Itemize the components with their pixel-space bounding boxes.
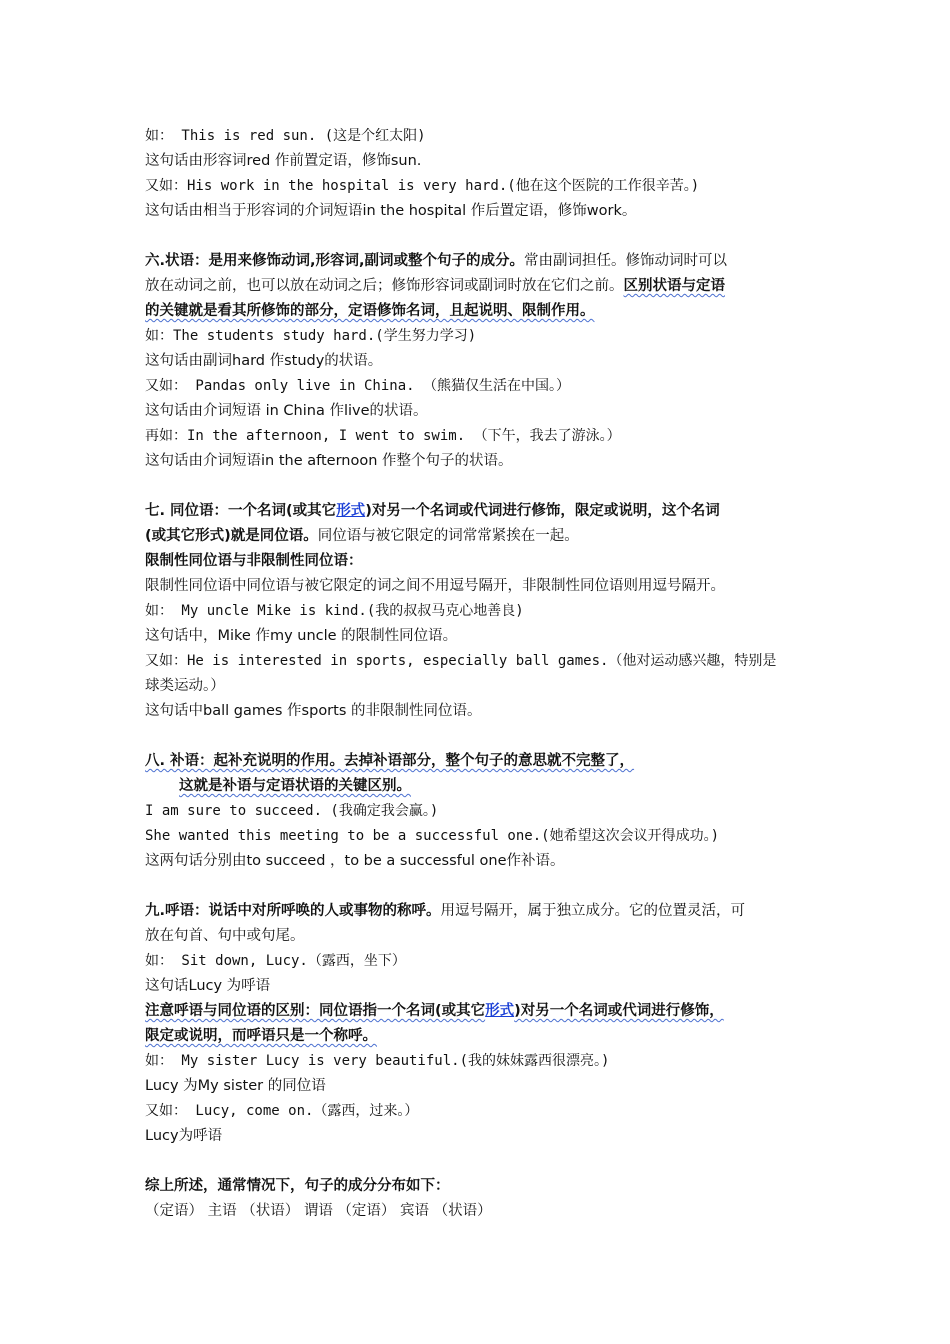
vocative-note-b: )对另一个名词或代词进行修饰， [514, 1003, 724, 1019]
vocative-note-line-2-text: 限定或说明，而呼语只是一个称呼。 [145, 1028, 377, 1044]
adverbial-line-2-text: 放在动词之前，也可以放在动词之后；修饰形容词或副词时放在它们之前。 [145, 278, 624, 294]
summary-line: （定语） 主语 （状语） 谓语 （定语） 宾语 （状语） [145, 1203, 492, 1219]
appositive-example-2: 又如：He is interested in sports, especially ball games.（他对运动感兴趣，特别是 [145, 653, 777, 669]
adverbial-heading [145, 249, 815, 274]
appositive-rule: 限制性同位语中同位语与被它限定的词之间不用逗号隔开，非限制性同位语则用逗号隔开。 [145, 578, 725, 594]
spacer [145, 724, 815, 749]
attributive-example-1-note: 这句话由形容词red 作前置定语，修饰sun. [145, 153, 422, 169]
vocative-form-link[interactable]: 形式 [485, 1003, 515, 1019]
complement-heading-text: 八. 补语：起补充说明的作用。去掉补语部分，整个句子的意思就不完整了， [145, 753, 635, 769]
vocative-note [145, 999, 815, 1024]
adverbial-example-3-note: 这句话由介词短语in the afternoon 作整个句子的状语。 [145, 453, 513, 469]
spacer [145, 874, 815, 899]
adverbial-example-2: 又如： Pandas only live in China. （熊猫仅生活在中国。） [145, 378, 571, 394]
vocative-heading [145, 899, 815, 924]
appositive-subheading: 限制性同位语与非限制性同位语： [145, 553, 363, 569]
adverbial-heading-bold: 六.状语：是用来修饰动词,形容词,副词或整个句子的成分。 [145, 253, 525, 269]
appositive-example-2-cont: 球类运动。） [145, 678, 225, 694]
appositive-example-2-note: 这句话中ball games 作sports 的非限制性同位语。 [145, 703, 482, 719]
vocative-line-2: 放在句首、句中或句尾。 [145, 928, 305, 944]
complement-example-1: I am sure to succeed. (我确定我会赢。) [145, 803, 439, 819]
attributive-example-2: 又如：His work in the hospital is very hard.(他在这个医院的工作很辛苦。) [145, 178, 700, 194]
vocative-example-3: 又如： Lucy, come on.（露西，过来。） [145, 1103, 419, 1119]
attributive-example-2-note: 这句话由相当于形容词的介词短语in the hospital 作后置定语，修饰work。 [145, 203, 637, 219]
summary-heading: 综上所述，通常情况下，句子的成分分布如下： [145, 1178, 450, 1194]
document-body [145, 124, 815, 1224]
vocative-example-2-note: Lucy 为My sister 的同位语 [145, 1078, 326, 1094]
adverbial-example-1-note: 这句话由副词hard 作study的状语。 [145, 353, 383, 369]
adverbial-example-1: 如：The students study hard.(学生努力学习) [145, 328, 477, 344]
appositive-line-2-text: 同位语与被它限定的词常常紧挨在一起。 [317, 528, 579, 544]
complement-heading-2 [145, 774, 815, 799]
complement-heading [145, 749, 815, 774]
vocative-example-3-note: Lucy为呼语 [145, 1128, 223, 1144]
adverbial-line-2-bold: 区别状语与定语 [623, 278, 725, 294]
spacer [145, 474, 815, 499]
appositive-line-2-bold: (或其它形式)就是同位语。 [145, 528, 318, 544]
attributive-example-1: 如： This is red sun. (这是个红太阳) [145, 128, 426, 144]
vocative-heading-bold: 九.呼语：说话中对所呼唤的人或事物的称呼。 [145, 903, 441, 919]
adverbial-example-2-note: 这句话由介词短语 in China 作live的状语。 [145, 403, 428, 419]
appositive-heading-a: 七. 同位语：一个名词(或其它 [145, 503, 337, 519]
complement-heading-2-text: 这就是补语与定语状语的关键区别。 [179, 778, 411, 794]
vocative-note-line-2 [145, 1024, 815, 1049]
vocative-heading-rest: 用逗号隔开，属于独立成分。它的位置灵活，可 [440, 903, 746, 919]
appositive-example-1: 如： My uncle Mike is kind.(我的叔叔马克心地善良) [145, 603, 524, 619]
adverbial-example-3: 再如：In the afternoon, I went to swim. （下午，我去了游泳。） [145, 428, 621, 444]
adverbial-line-3 [145, 299, 815, 324]
vocative-example-2: 如： My sister Lucy is very beautiful.(我的妹妹露西很漂亮。) [145, 1053, 610, 1069]
appositive-heading-b: )对另一个名词或代词进行修饰，限定或说明，这个名词 [365, 503, 720, 519]
adverbial-line-3-bold: 的关键就是看其所修饰的部分，定语修饰名词，且起说明、限制作用。 [145, 303, 595, 319]
complement-example-note: 这两句话分别由to succeed ，to be a successful one作补语。 [145, 853, 565, 869]
vocative-note-a: 注意呼语与同位语的区别：同位语指一个名词(或其它 [145, 1003, 486, 1019]
vocative-example-1-note: 这句话Lucy 为呼语 [145, 978, 271, 994]
vocative-example-1: 如： Sit down, Lucy.（露西，坐下） [145, 953, 406, 969]
appositive-example-1-note: 这句话中，Mike 作my uncle 的限制性同位语。 [145, 628, 458, 644]
spacer [145, 224, 815, 249]
appositive-heading [145, 499, 815, 524]
appositive-form-link[interactable]: 形式 [336, 503, 366, 519]
complement-example-2: She wanted this meeting to be a successful one.(她希望这次会议开得成功。) [145, 828, 720, 844]
adverbial-line-2 [145, 274, 815, 299]
spacer [145, 1149, 815, 1174]
adverbial-heading-rest: 常由副词担任。修饰动词时可以 [524, 253, 728, 269]
appositive-line-2 [145, 524, 815, 549]
